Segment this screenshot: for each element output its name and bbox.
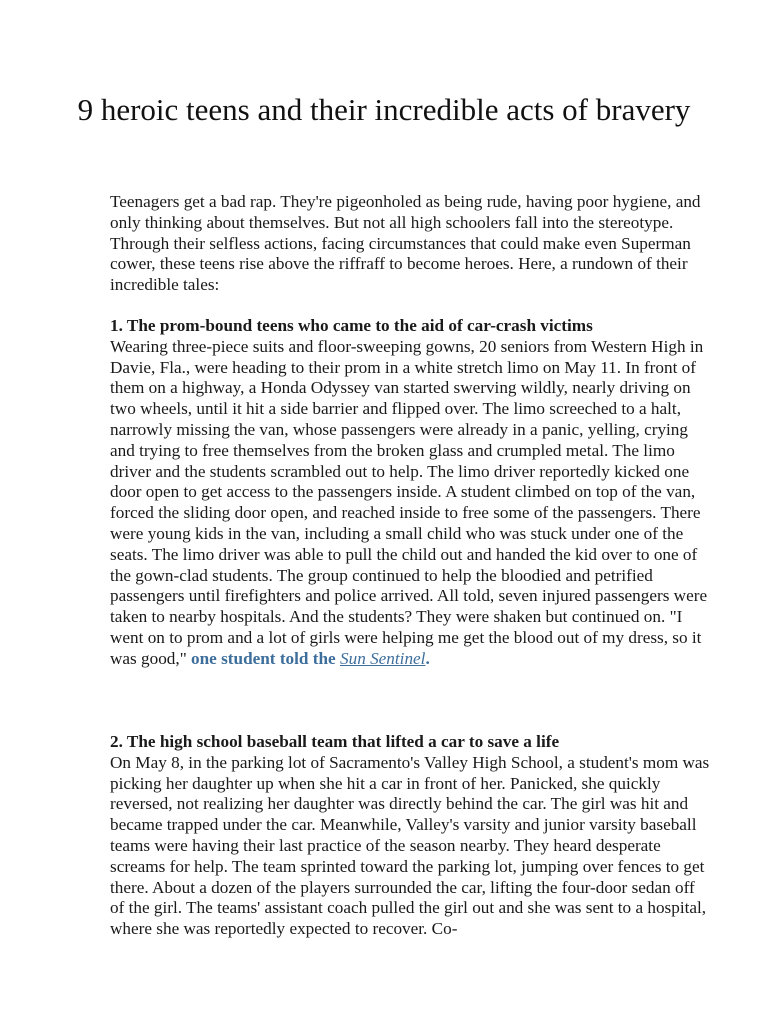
section-1-body: Wearing three-piece suits and floor-sweeping gowns, 20 seniors from Western High in Davie, Fla., were heading to their prom in a white stretch limo on May 11. In front of them on a highway, a Honda Odyssey van started swerving wildly, nearly driving on two wheels, until it hit a side barrier and flipped over. The limo screeched to a halt, narrowly missing the van, whose passengers were already in a panic, yelling, crying and trying to free themselves from the broken glass and crumpled metal. The limo driver and the students scrambled out to help. The limo driver reportedly kicked one door open to get access to the passengers inside. A student climbed on top of the van, forced the sliding door open, and reached inside to free some of the passengers. There were young kids in the van, including a small child who was stuck under one of the seats. The limo driver was able to pull the child out and handed the kid over to one of the gown-clad students. The group continued to help the bloodied and petrified passengers until firefighters and police arrived. All told, seven injured passengers were taken to nearby hospitals. And the students? They were shaken but continued on. "I went on to prom and a lot of girls were helping me get the blood out of my dress, so it was good,"	[110, 336, 708, 668]
section-1-end: .	[425, 648, 430, 668]
sun-sentinel-link[interactable]: Sun Sentinel	[340, 648, 426, 668]
section-1	[110, 316, 710, 670]
section-2-heading: 2. The high school baseball team that lifted a car to save a life	[110, 732, 560, 751]
section-2	[110, 732, 710, 940]
section-1-attribution: one student told the	[191, 648, 336, 668]
article-title: 9 heroic teens and their incredible acts of bravery	[77, 92, 691, 127]
section-2-body: On May 8, in the parking lot of Sacramento's Valley High School, a student's mom was picking her daughter up when she hit a car in front of her. Panicked, she quickly reversed, not realizing her daughter was directly behind the car. The girl was hit and became trapped under the car. Meanwhile, Valley's varsity and junior varsity baseball teams were having their last practice of the season nearby. They heard desperate screams for help. The team sprinted toward the parking lot, jumping over fences to get there. About a dozen of the players surrounded the car, lifting the four-door sedan off of the girl. The teams' assistant coach pulled the girl out and she was sent to a hospital, where she was reportedly expected to recover. Co-	[110, 752, 710, 939]
section-1-heading: 1. The prom-bound teens who came to the aid of car-crash victims	[110, 316, 593, 335]
intro-paragraph: Teenagers get a bad rap. They're pigeonholed as being rude, having poor hygiene, and only thinking about themselves. But not all high schoolers fall into the stereotype. Through their selfless actions, facing circumstances that could make even Superman cower, these teens rise above the riffraff to become heroes. Here, a rundown of their incredible tales:	[110, 192, 701, 295]
